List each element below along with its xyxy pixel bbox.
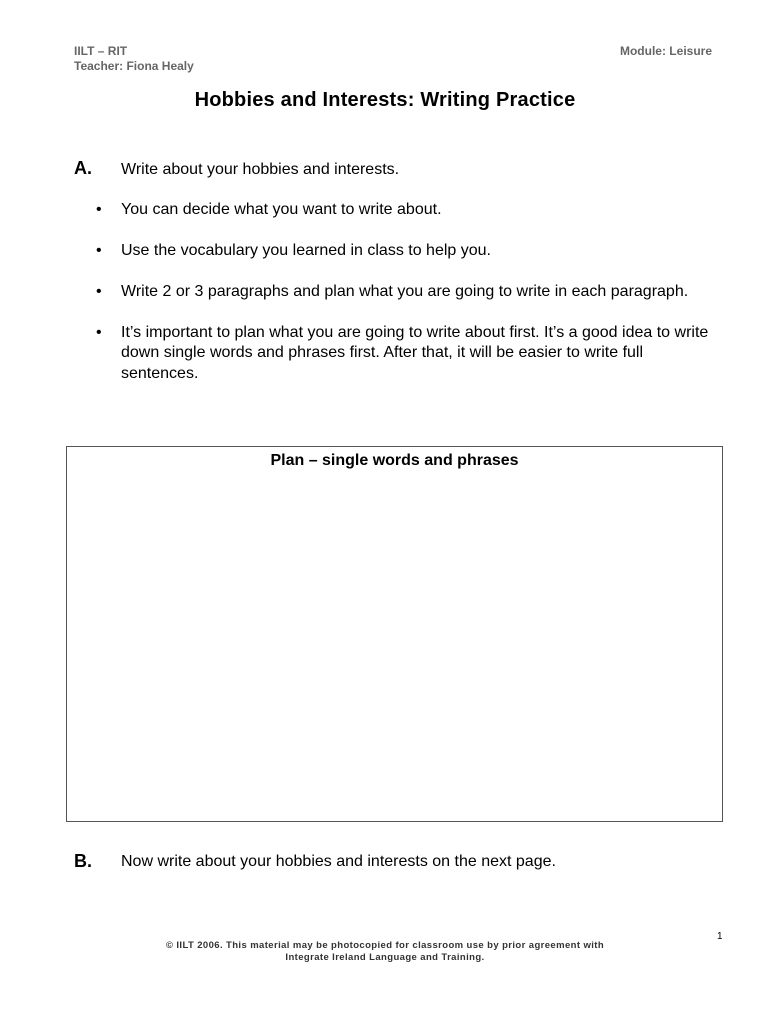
header-org: IILT – RIT: [74, 44, 128, 58]
section-a-bullet-list: [96, 200, 716, 384]
plan-box-heading: Plan – single words and phrases: [270, 452, 519, 469]
bullet-icon: •: [96, 241, 102, 259]
bullet-text: You can decide what you want to write about.: [121, 201, 442, 218]
section-a-letter: A.: [74, 158, 92, 178]
bullet-icon: •: [96, 283, 102, 300]
footer: [0, 940, 770, 964]
page-title: Hobbies and Interests: Writing Practice: [194, 89, 576, 111]
bullet-text: Write 2 or 3 paragraphs and plan what you are going to write in each paragraph.: [121, 283, 689, 300]
bullet-item: [96, 282, 716, 303]
section-b-letter: B.: [74, 851, 92, 871]
bullet-item: [96, 241, 716, 262]
section-a-instruction: Write about your hobbies and interests.: [121, 161, 400, 178]
bullet-item: [96, 323, 716, 385]
bullet-icon: •: [96, 201, 102, 218]
footer-line-1: © IILT 2006. This material may be photocopied for classroom use by prior agreement with: [165, 940, 605, 951]
bullet-item: [96, 200, 716, 221]
plan-box[interactable]: [66, 446, 723, 822]
footer-line-2: Integrate Ireland Language and Training.: [285, 952, 485, 963]
page-number: 1: [717, 931, 723, 942]
header-module: Module: Leisure: [619, 44, 712, 58]
header-teacher: Teacher: Fiona Healy: [74, 59, 194, 73]
bullet-text: Use the vocabulary you learned in class to help you.: [121, 241, 491, 259]
section-b-instruction: Now write about your hobbies and interests on the next page.: [121, 853, 556, 870]
header-left: [74, 44, 194, 74]
bullet-icon: •: [96, 323, 102, 341]
bullet-text: It’s important to plan what you are going to write about first. It’s a good idea to write down single words and phrases first. After that, it will be easier to write full sentences.: [121, 323, 709, 382]
